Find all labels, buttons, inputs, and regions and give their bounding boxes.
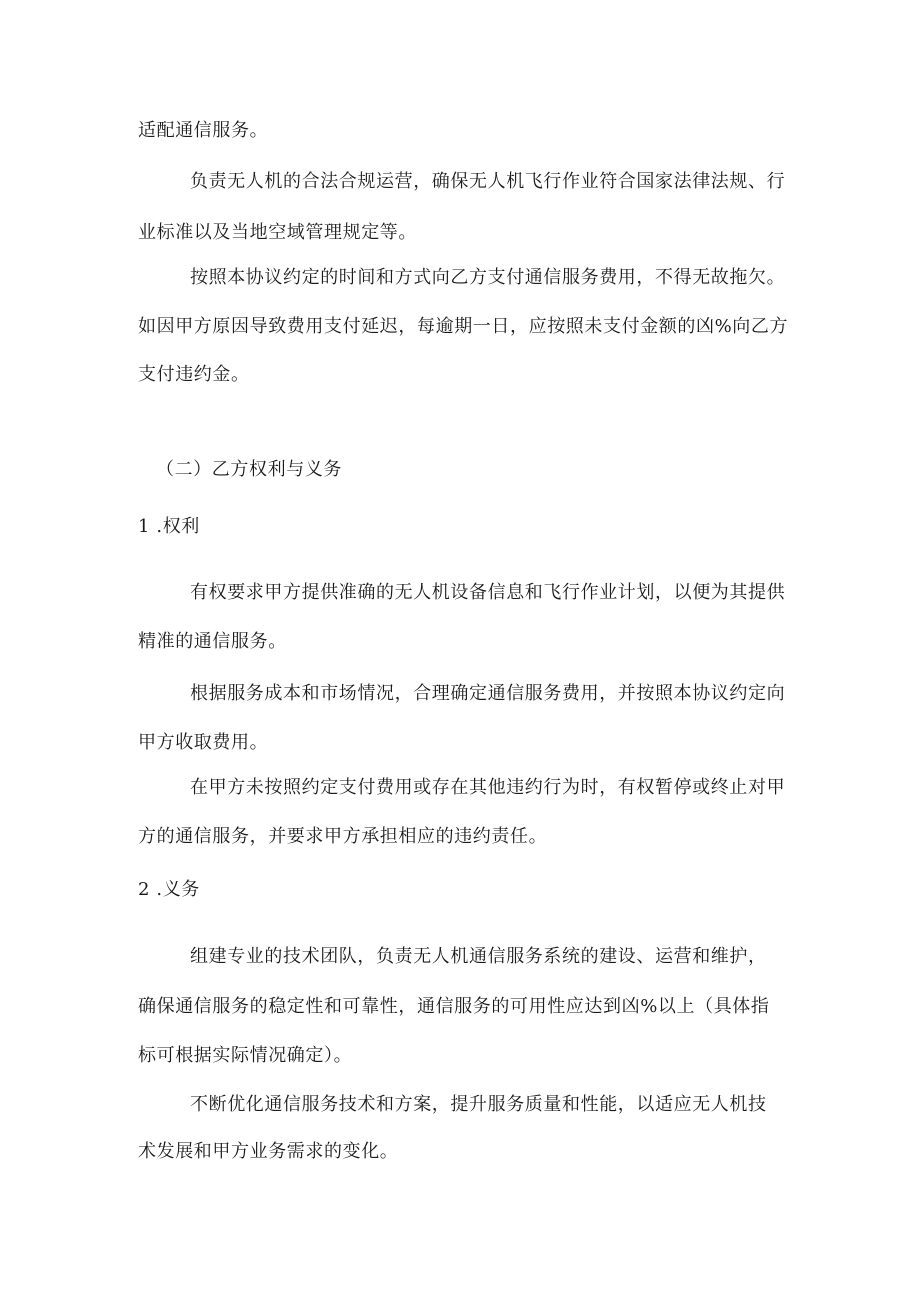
paragraph-line: 在甲方未按照约定支付费用或存在其他违约行为时，有权暂停或终止对甲	[190, 777, 786, 798]
paragraph-line: 术发展和甲方业务需求的变化。	[138, 1141, 399, 1162]
paragraph-line: 支付违约金。	[138, 364, 250, 385]
paragraph-line: 根据服务成本和市场情况，合理确定通信服务费用，并按照本协议约定向	[190, 683, 786, 704]
paragraph-line: 按照本协议约定的时间和方式向乙方支付通信服务费用，不得无故拖欠。	[190, 267, 786, 288]
paragraph-line: 精准的通信服务。	[138, 631, 287, 652]
paragraph-line: 负责无人机的合法合规运营，确保无人机飞行作业符合国家法律法规、行	[190, 171, 786, 192]
paragraph-line: 如因甲方原因导致费用支付延迟，每逾期一日，应按照未支付金额的凶%向乙方	[138, 316, 789, 337]
section-heading: （二）乙方权利与义务	[156, 459, 342, 480]
paragraph-line: 组建专业的技术团队，负责无人机通信服务系统的建设、运营和维护，	[190, 946, 767, 967]
paragraph-line: 业标准以及当地空域管理规定等。	[138, 222, 417, 243]
paragraph-line: 标可根据实际情况确定）。	[138, 1045, 353, 1066]
paragraph-line: 有权要求甲方提供准确的无人机设备信息和飞行作业计划，以便为其提供	[190, 582, 786, 603]
paragraph-line: 适配通信服务。	[138, 120, 269, 141]
subsection-heading: 2 .义务	[138, 879, 200, 900]
paragraph-line: 方的通信服务，并要求甲方承担相应的违约责任。	[138, 826, 548, 847]
paragraph-line: 不断优化通信服务技术和方案，提升服务质量和性能，以适应无人机技	[190, 1094, 767, 1115]
paragraph-line: 确保通信服务的稳定性和可靠性，通信服务的可用性应达到凶%以上（具体指	[138, 996, 770, 1017]
paragraph-line: 甲方收取费用。	[138, 732, 269, 753]
subsection-heading: 1 .权利	[138, 516, 200, 537]
